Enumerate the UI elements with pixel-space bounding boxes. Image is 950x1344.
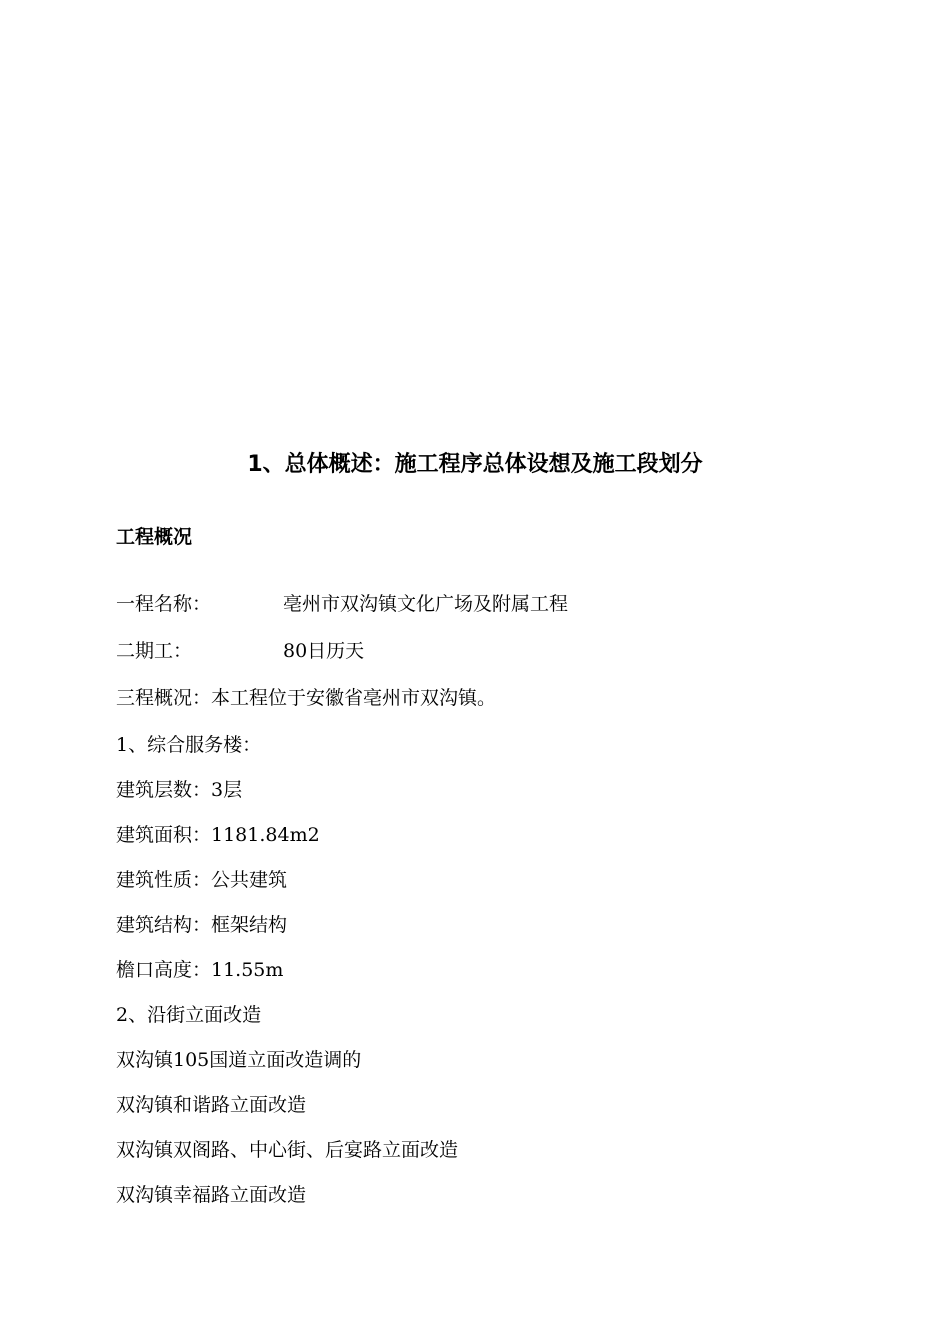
field-value-project-name: 亳州市双沟镇文化广场及附属工程 (283, 593, 569, 615)
body-line: 建筑面积：1181.84m2 (116, 824, 320, 846)
document-title: 1、总体概述：施工程序总体设想及施工段划分 (247, 452, 703, 477)
body-line: 建筑结构：框架结构 (116, 914, 288, 936)
body-line: 1、综合服务楼： (116, 734, 262, 756)
overview-line: 三程概况：本工程位于安徽省亳州市双沟镇。 (116, 687, 497, 709)
body-line: 建筑性质：公共建筑 (116, 869, 288, 891)
body-line: 2、沿街立面改造 (116, 1004, 262, 1026)
body-line: 双沟镇幸福路立面改造 (116, 1184, 307, 1206)
field-label-project-name: 一程名称： (116, 593, 212, 615)
body-line: 檐口高度：11.55m (116, 959, 284, 981)
field-label-duration: 二期工： (116, 640, 193, 662)
body-line: 双沟镇和谐路立面改造 (116, 1094, 307, 1116)
body-line: 双沟镇双阁路、中心街、后宴路立面改造 (116, 1139, 459, 1161)
body-line: 建筑层数：3层 (116, 779, 243, 801)
body-line: 双沟镇105国道立面改造调的 (116, 1049, 362, 1071)
section-heading: 工程概况 (116, 526, 193, 548)
field-value-duration: 80日历天 (283, 640, 365, 662)
